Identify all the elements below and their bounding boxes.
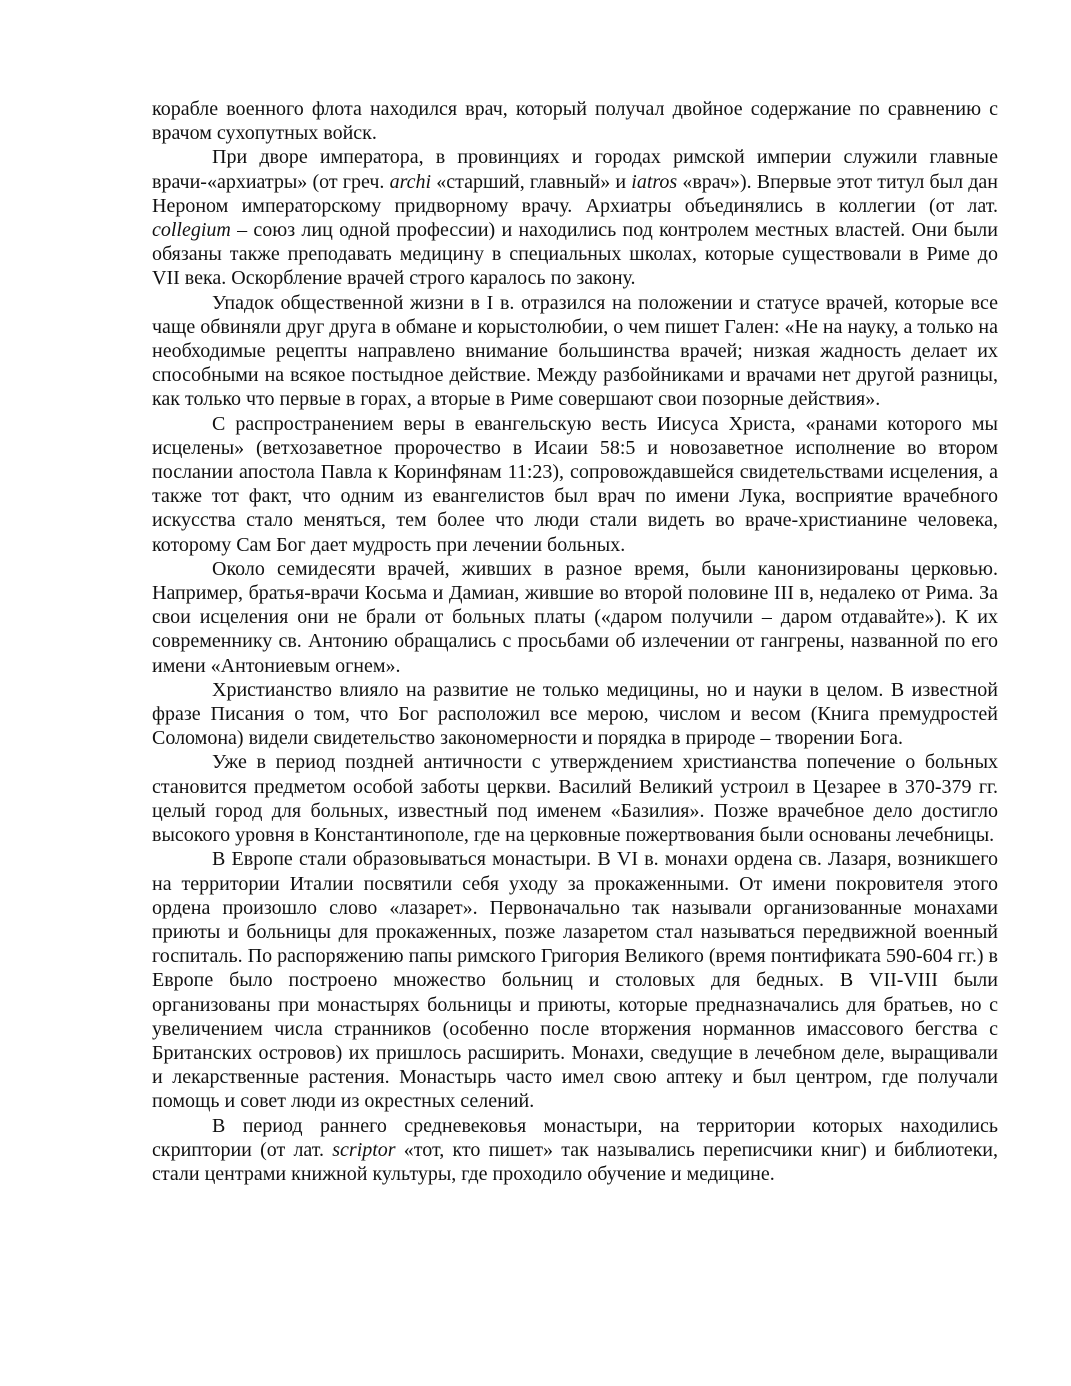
paragraph-text: Уже в период поздней античности с утверждением христианства попечение о больных становится предметом особой заботы церкви. Василий Великий устроил в Цезарее в 370-379 гг. целый город для больных, известный под именем «Базилия». Позже врачебное дело достигло высокого уровня в Константинополе, где на церковные пожертвования были основаны лечебницы. xyxy=(152,751,998,847)
latin-term: collegium xyxy=(152,219,231,242)
paragraph-late-antiquity-care xyxy=(152,750,998,847)
paragraph-text: «старший, главный» и xyxy=(431,170,632,193)
document-page xyxy=(152,97,998,1186)
paragraph-text: корабле военного флота находился врач, который получал двойное содержание по сравнению с врачом сухопутных войск. xyxy=(152,98,998,145)
paragraph-text: При дворе императора, в провинциях и городах римской империи служили главные врачи-«архиатры» (от греч. xyxy=(152,146,998,193)
paragraph-text: Христианство влияло на развитие не только медицины, но и науки в целом. В известной фразе Писания о том, что Бог расположил все мерою, числом и весом (Книга премудростей Соломона) видели свидетельство закономерности и порядка в природе – творении Бога. xyxy=(152,678,998,750)
latin-term: scriptor xyxy=(332,1138,396,1161)
paragraph-text: В Европе стали образовываться монастыри. В VI в. монахи ордена св. Лазаря, возникшего на территории Италии посвятили себя уходу за прокаженными. От имени покровителя этого ордена произошло слово «лазарет». Первоначально так называли организованные монахами приюты и больницы для прокаженных, позже лазаретом стал называться передвижной военный госпиталь. По распоряжению папы римского Григория Великого (время понтификата 590-604 гг.) в Европе было построено множество больниц и столовых для бедных. В VII-VIII были организованы при монастырях больницы и приюты, которые предназначались для братьев, но с увеличением числа странников (особенно после вторжения норманнов имассового бегства с Британских островов) их пришлось расширить. Монахи, сведущие в лечебном деле, выращивали и лекарственные растения. Монастырь часто имел свою аптеку и был центром, где получали помощь и совет люди из окрестных селений. xyxy=(152,848,998,1113)
paragraph-text: Около семидесяти врачей, живших в разное время, были канонизированы церковью. Например, братья-врачи Косьма и Дамиан, жившие во второй половине III в, недалеко от Рима. За свои исцеления они не брали от больных платы («даром получили – даром отдавайте»). К их современнику св. Антонию обращались с просьбами об излечении от гангрены, названной по его имени «Антониевым огнем». xyxy=(152,557,998,677)
paragraph-text: С распространением веры в евангельскую весть Иисуса Христа, «ранами которого мы исцелены» (ветхозаветное пророчество в Исаии 58:5 и новозаветное исполнение во втором послании апостола Павла к Коринфянам 11:23), сопровождавшейся свидетельствами исцеления, а также тот факт, что одним из евангелистов был врач по имени Лука, восприятие врачебного искусства стало меняться, тем более что люди стали видеть во враче-христианине человека, которому Сам Бог дает мудрость при лечении больных. xyxy=(152,412,998,556)
paragraph-christianity-healing xyxy=(152,412,998,557)
paragraph-text: В период раннего средневековья монастыри, на территории которых находились скриптории (от лат. xyxy=(152,1114,998,1161)
paragraph-text: «врач»). Впервые этот титул был дан Нероном императорскому придворному врачу. Архиатры объединялись в коллегии (от лат. xyxy=(152,170,998,217)
latin-term: archi xyxy=(389,170,432,193)
paragraph-monasteries-europe xyxy=(152,847,998,1113)
paragraph-canonized-doctors xyxy=(152,557,998,678)
paragraph-text: Упадок общественной жизни в I в. отразился на положении и статусе врачей, которые все чаще обвиняли друг друга в обмане и корыстолюбии, о чем пишет Гален: «Не на науку, а только на необходимые рецепты направлено внимание большинства врачей; низкая жадность делает их способными на всякое постыдное действие. Между разбойниками и врачами нет другой разницы, как только что первые в горах, а вторые в Риме совершают свои позорные действия». xyxy=(152,291,998,411)
paragraph-text: – союз лиц одной профессии) и находились под контролем местных властей. Они были обязаны также преподавать медицину в специальных школах, которые существовали в Риме до VII века. Оскорбление врачей строго каралось по закону. xyxy=(152,219,998,290)
paragraph-galen-quote xyxy=(152,291,998,412)
paragraph-text: «тот, кто пишет» так назывались переписчики книг) и библиотеки, стали центрами книжной культуры, где проходило обучение и медицине. xyxy=(152,1138,998,1185)
paragraph-christianity-science xyxy=(152,678,998,751)
latin-term: iatros xyxy=(631,170,678,193)
paragraph-archiatri xyxy=(152,145,998,290)
paragraph-military-fleet-doctor xyxy=(152,97,998,145)
paragraph-scriptoria xyxy=(152,1114,998,1187)
